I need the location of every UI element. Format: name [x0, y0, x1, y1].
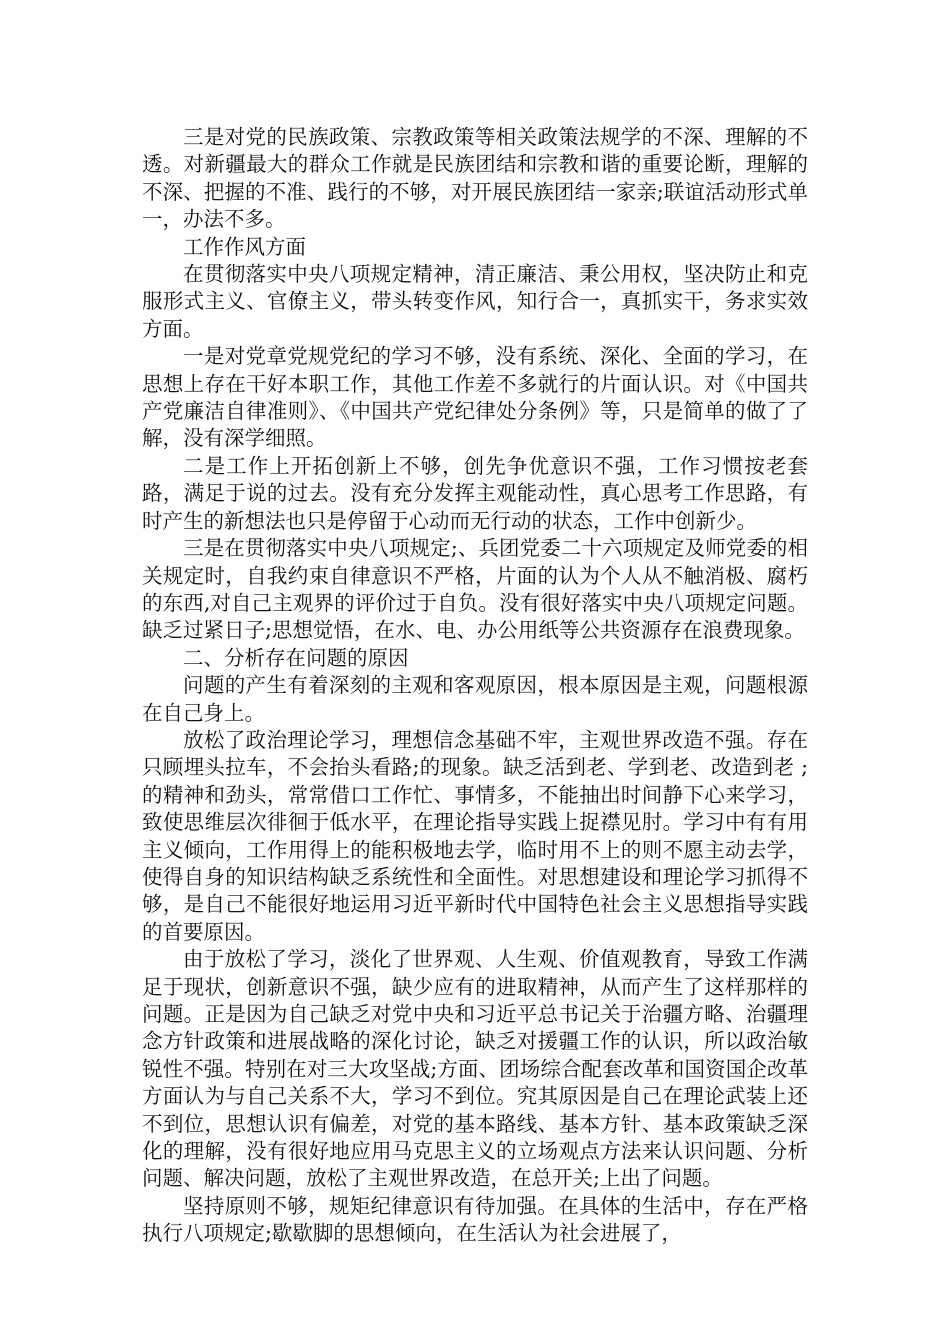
- paragraph-worldview: 由于放松了学习，淡化了世界观、人生观、价值观教育，导致工作满足于现状，创新意识不强，缺少应有的进取精神，从而产生了这样那样的问题。正是因为自己缺乏对党中央和习近平总书记关于治疆方略、治疆理念方针政策和进展战略的深化讨论，缺乏对援疆工作的认识，所以政治敏锐性不强。特别在对三大攻坚战;方面、团场综合配套改革和国资国企改革方面认为与自己关系不大，学习不到位。究其原因是自己在理论武装上还不到位，思想认识有偏差，对党的基本路线、基本方针、基本政策缺乏深化的理解，没有很好地应用马克思主义的立场观点方法来认识问题、分析问题、解决问题，放松了主观世界改造，在总开关;上出了问题。: [142, 947, 808, 1191]
- paragraph-point-three: 三是在贯彻落实中央八项规定;、兵团党委二十六项规定及师党委的相关规定时，自我约束自律意识不严格，片面的认为个人从不触消极、腐朽的东西,对自己主观界的评价过于自负。没有很好落实中央八项规定问题。缺乏过紧日子;思想觉悟，在水、电、办公用纸等公共资源存在浪费现象。: [142, 536, 808, 643]
- section-heading-causes: 二、分析存在问题的原因: [183, 645, 409, 670]
- paragraph-ethnic-policy: 三是对党的民族政策、宗教政策等相关政策法规学的不深、理解的不透。对新疆最大的群众工作就是民族团结和宗教和谐的重要论断，理解的不深、把握的不准、践行的不够，对开展民族团结一家亲;联谊活动形式单一，办法不多。: [142, 125, 808, 232]
- paragraph-theory-study: 放松了政治理论学习，理想信念基础不牢，主观世界改造不强。存在只顾埋头拉车，不会抬头看路;的现象。缺乏活到老、学到老、改造到老 ;的精神和劲头，常常借口工作忙、事情多，不能抽出时间静下心来学习，致使思维层次徘徊于低水平，在理论指导实践上捉襟见肘。学习中有有用主义倾向，工作用得上的能积极地去学，临时用不上的则不愿主动去学，使得自身的知识结构缺乏系统性和全面性。对思想建设和理论学习抓得不够，是自己不能很好地运用习近平新时代中国特色社会主义思想指导实践的首要原因。: [142, 727, 808, 944]
- document-body: [142, 124, 808, 1248]
- paragraph-point-one: 一是对党章党规党纪的学习不够，没有系统、深化、全面的学习，在思想上存在干好本职工作，其他工作差不多就行的片面认识。对《中国共产党廉洁自律准则》、《中国共产党纪律处分条例》等，只是简单的做了了解，没有深学细照。: [142, 344, 808, 451]
- paragraph-eight-rules-intro: 在贯彻落实中央八项规定精神，清正廉洁、秉公用权，坚决防止和克服形式主义、官僚主义，带头转变作风，知行合一，真抓实干，务求实效方面。: [142, 262, 808, 341]
- paragraph-discipline: 坚持原则不够，规矩纪律意识有待加强。在具体的生活中，存在严格执行八项规定;歇歇脚的思想倾向，在生活认为社会进展了，: [142, 1193, 808, 1246]
- paragraph-root-cause: 问题的产生有着深刻的主观和客观原因，根本原因是主观，问题根源在自己身上。: [142, 673, 808, 725]
- section-heading-work-style: 工作作风方面: [183, 234, 306, 259]
- paragraph-point-two: 二是工作上开拓创新上不够，创先争优意识不强，工作习惯按老套路，满足于说的过去。没有充分发挥主观能动性，真心思考工作思路，有时产生的新想法也只是停留于心动而无行动的状态，工作中创新少。: [142, 453, 808, 533]
